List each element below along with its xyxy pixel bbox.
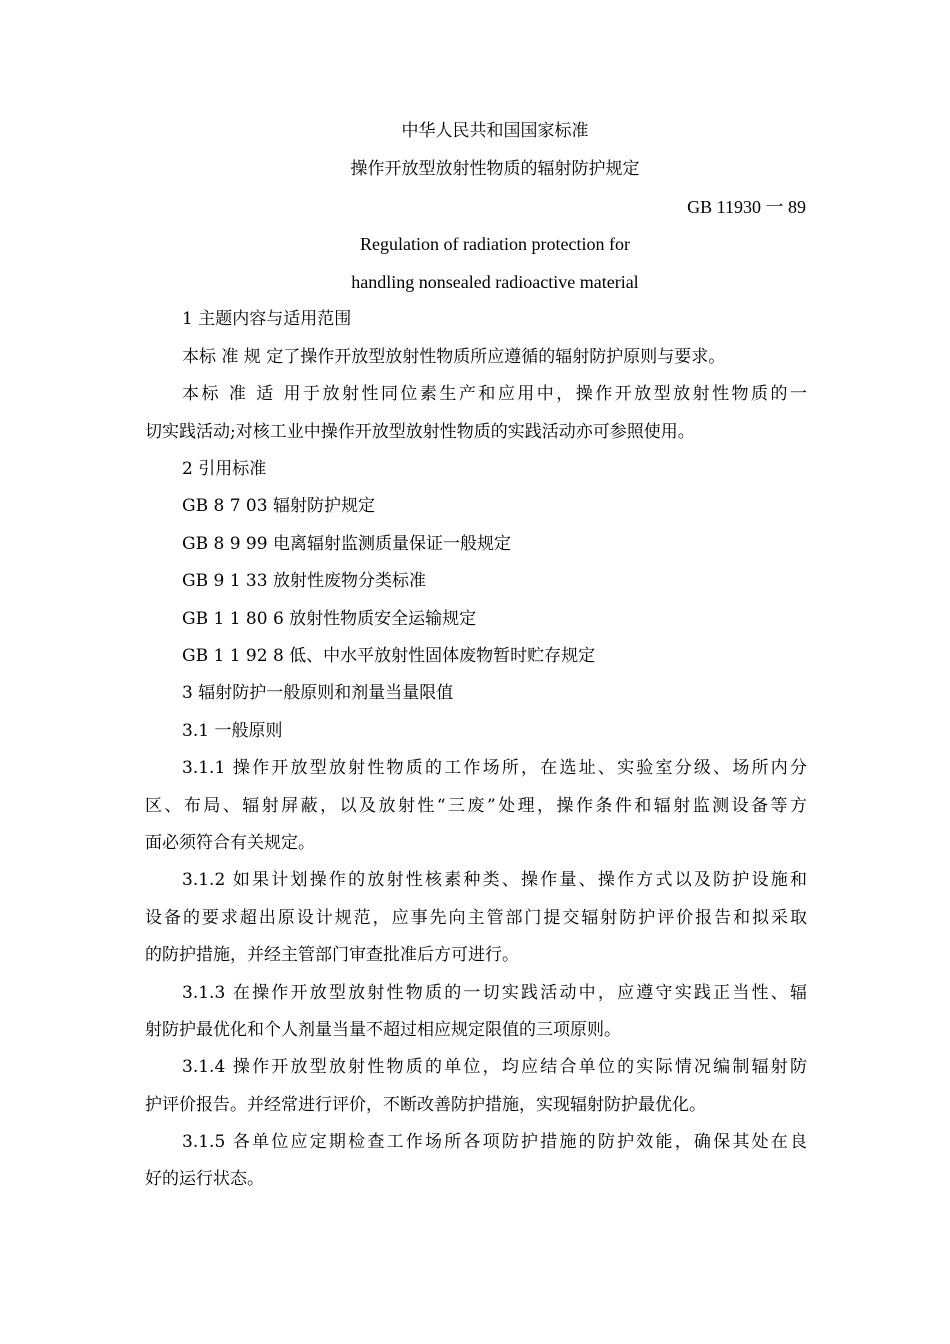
clause-3-1-4-line-1: 3.1.4 操作开放型放射性物质的单位，均应结合单位的实际情况编制辐射防 bbox=[182, 1057, 807, 1077]
section-1-heading: 1 主题内容与适用范围 bbox=[182, 309, 352, 329]
clause-3-1-3-line-2: 射防护最优化和个人剂量当量不超过相应规定限值的三项原则。 bbox=[145, 1020, 621, 1040]
section-1-paragraph-2-line-1: 本标 准 适 用于放射性同位素生产和应用中，操作开放型放射性物质的一 bbox=[182, 384, 807, 404]
section-1-paragraph-2-line-2: 切实践活动;对核工业中操作开放型放射性物质的实践活动亦可参照使用。 bbox=[145, 422, 695, 442]
clause-3-1-2-line-1: 3.1.2 如果计划操作的放射性核素种类、操作量、操作方式以及防护设施和 bbox=[182, 870, 807, 890]
clause-3-1-1-line-3: 面必须符合有关规定。 bbox=[145, 833, 315, 853]
clause-3-1-1-line-1: 3.1.1 操作开放型放射性物质的工作场所，在选址、实验室分级、场所内分 bbox=[182, 758, 807, 778]
section-2-heading: 2 引用标准 bbox=[182, 459, 267, 479]
clause-3-1-4-line-2: 护评价报告。并经常进行评价，不断改善防护措施，实现辐射防护最优化。 bbox=[145, 1095, 706, 1115]
standard-title-en-line2: handling nonsealed radioactive material bbox=[351, 272, 639, 292]
section-1-paragraph-1: 本标 准 规 定了操作开放型放射性物质所应遵循的辐射防护原则与要求。 bbox=[182, 347, 726, 367]
reference-item: GB 1 1 80 6 放射性物质安全运输规定 bbox=[182, 609, 477, 629]
reference-item: GB 1 1 92 8 低、中水平放射性固体废物暂时贮存规定 bbox=[182, 646, 596, 666]
reference-item: GB 9 1 33 放射性废物分类标准 bbox=[182, 571, 426, 591]
standard-org-heading: 中华人民共和国国家标准 bbox=[401, 121, 589, 141]
reference-item: GB 8 7 03 辐射防护规定 bbox=[182, 496, 375, 516]
reference-item: GB 8 9 99 电离辐射监测质量保证一般规定 bbox=[182, 534, 511, 554]
standard-title-en-line1: Regulation of radiation protection for bbox=[360, 234, 630, 254]
clause-3-1-5-line-2: 好的运行状态。 bbox=[145, 1169, 264, 1189]
clause-3-1-1-line-2: 区、布局、辐射屏蔽，以及放射性“三废”处理，操作条件和辐射监测设备等方 bbox=[145, 796, 807, 816]
clause-3-1-2-line-2: 设备的要求超出原设计规范，应事先向主管部门提交辐射防护评价报告和拟采取 bbox=[145, 908, 807, 928]
clause-3-1-2-line-3: 的防护措施，并经主管部门审查批准后方可进行。 bbox=[145, 945, 519, 965]
standard-title-cn: 操作开放型放射性物质的辐射防护规定 bbox=[350, 159, 640, 179]
clause-3-1-3-line-1: 3.1.3 在操作开放型放射性物质的一切实践活动中，应遵守实践正当性、辐 bbox=[182, 983, 807, 1003]
section-3-1-heading: 3.1 一般原则 bbox=[182, 721, 283, 741]
section-3-heading: 3 辐射防护一般原则和剂量当量限值 bbox=[182, 683, 454, 703]
standard-code: GB 11930 一 89 bbox=[687, 197, 806, 217]
clause-3-1-5-line-1: 3.1.5 各单位应定期检查工作场所各项防护措施的防护效能，确保其处在良 bbox=[182, 1132, 807, 1152]
